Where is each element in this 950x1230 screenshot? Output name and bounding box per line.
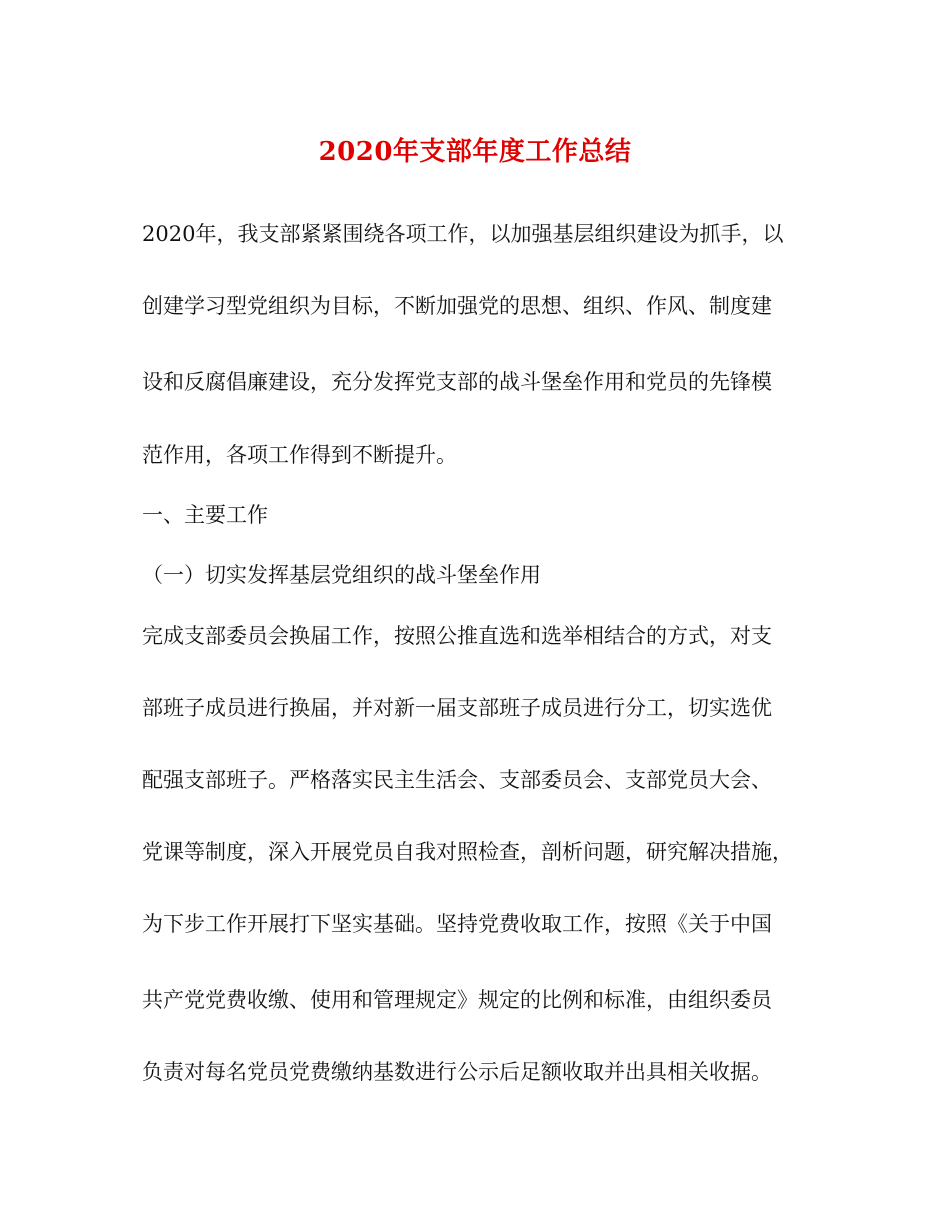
paragraph-line: 共产党党费收缴、使用和管理规定》规定的比例和标准，由组织委员 [142,988,772,1012]
section-heading: 一、主要工作 [142,503,268,527]
paragraph-line: 2020年，我支部紧紧围绕各项工作，以加强基层组织建设为抓手，以 [142,222,784,246]
document-title: 2020年支部年度工作总结 [318,137,632,167]
paragraph-line: 党课等制度，深入开展党员自我对照检查，剖析问题，研究解决措施， [142,840,793,864]
paragraph-line: 创建学习型党组织为目标，不断加强党的思想、组织、作风、制度建 [142,294,772,318]
paragraph-line: 配强支部班子。严格落实民主生活会、支部委员会、支部党员大会、 [142,768,772,792]
paragraph-line: 设和反腐倡廉建设，充分发挥党支部的战斗堡垒作用和党员的先锋模 [142,370,772,394]
paragraph-line: 完成支部委员会换届工作，按照公推直选和选举相结合的方式，对支 [142,624,772,648]
paragraph-line: 部班子成员进行换届，并对新一届支部班子成员进行分工，切实选优 [142,696,772,720]
paragraph-line: 范作用，各项工作得到不断提升。 [142,443,457,467]
paragraph-line: 负责对每名党员党费缴纳基数进行公示后足额收取并出具相关收据。 [142,1060,772,1084]
subsection-heading: （一）切实发挥基层党组织的战斗堡垒作用 [142,563,541,587]
paragraph-line: 为下步工作开展打下坚实基础。坚持党费收取工作，按照《关于中国 [142,912,772,936]
